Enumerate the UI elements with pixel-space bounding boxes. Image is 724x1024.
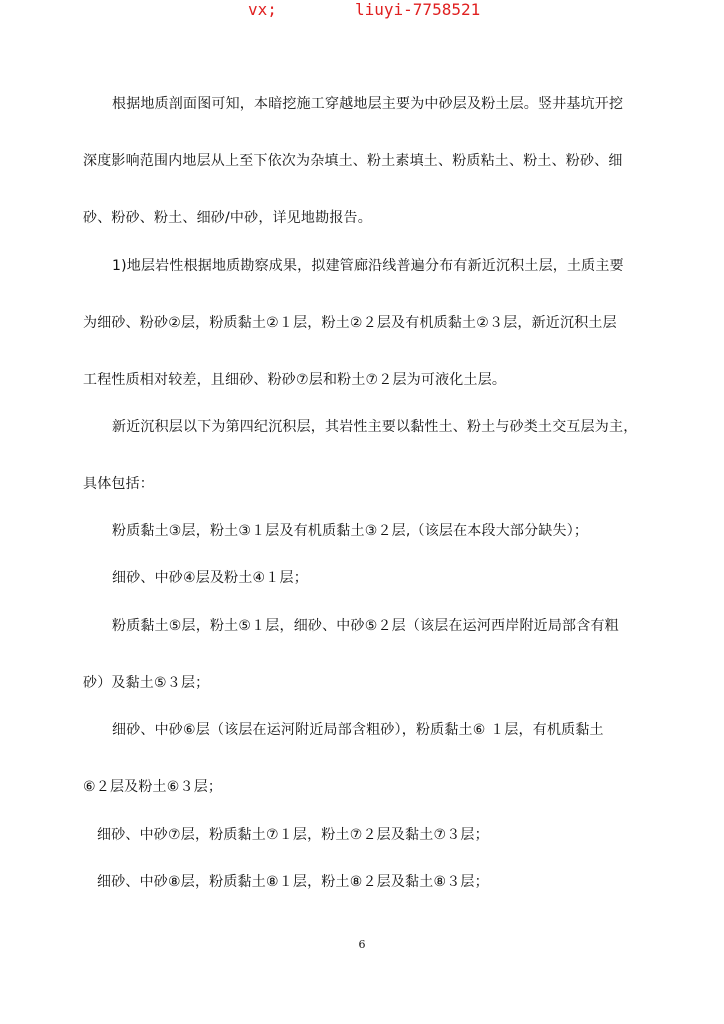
paragraph-line: 粉质黏土⑤层，粉土⑤１层，细砂、中砂⑤２层（该层在运河西岸附近局部含有粗 — [112, 618, 619, 634]
paragraph-line: 细砂、中砂⑧层，粉质黏土⑧１层，粉土⑧２层及黏土⑧３层； — [97, 874, 489, 890]
paragraph-line: ⑥２层及粉土⑥３层； — [83, 779, 223, 795]
paragraph-line: 细砂、中砂④层及粉土④１层； — [112, 570, 308, 586]
paragraph-line: 根据地质剖面图可知，本暗挖施工穿越地层主要为中砂层及粉土层。竖井基坑开挖 — [112, 96, 624, 112]
paragraph-line: 为细砂、粉砂②层，粉质黏土②１层，粉土②２层及有机质黏土②３层，新近沉积土层 — [83, 315, 617, 331]
watermark-wechat-label: vx; — [248, 0, 277, 19]
paragraph-line: 砂）及黏土⑤３层； — [83, 675, 210, 691]
paragraph-line: 新近沉积层以下为第四纪沉积层，其岩性主要以黏性土、粉土与砂类土交互层为主， — [112, 419, 638, 435]
paragraph-line: 砂、粉砂、粉土、细砂/中砂，详见地勘报告。 — [83, 210, 372, 226]
paragraph-line: 细砂、中砂⑥层（该层在运河附近局部含粗砂），粉质黏土⑥ １层，有机质黏土 — [112, 722, 604, 738]
page-number: 6 — [358, 938, 366, 951]
paragraph-line: 具体包括： — [83, 476, 154, 492]
paragraph-line: 粉质黏土③层，粉土③１层及有机质黏土③２层,（该层在本段大部分缺失）； — [112, 523, 589, 539]
paragraph-line: 工程性质相对较差，且细砂、粉砂⑦层和粉土⑦２层为可液化土层。 — [83, 372, 507, 388]
paragraph-line: 深度影响范围内地层从上至下依次为杂填土、粉土素填土、粉质粘土、粉土、粉砂、细 — [83, 153, 623, 169]
paragraph-line: 细砂、中砂⑦层，粉质黏土⑦１层，粉土⑦２层及黏土⑦３层； — [97, 827, 489, 843]
watermark-wechat-id: liuyi-7758521 — [355, 0, 481, 19]
watermark-header — [0, 0, 724, 22]
paragraph-line: 1)地层岩性根据地质勘察成果，拟建管廊沿线普遍分布有新近沉积土层，土质主要 — [112, 258, 624, 274]
